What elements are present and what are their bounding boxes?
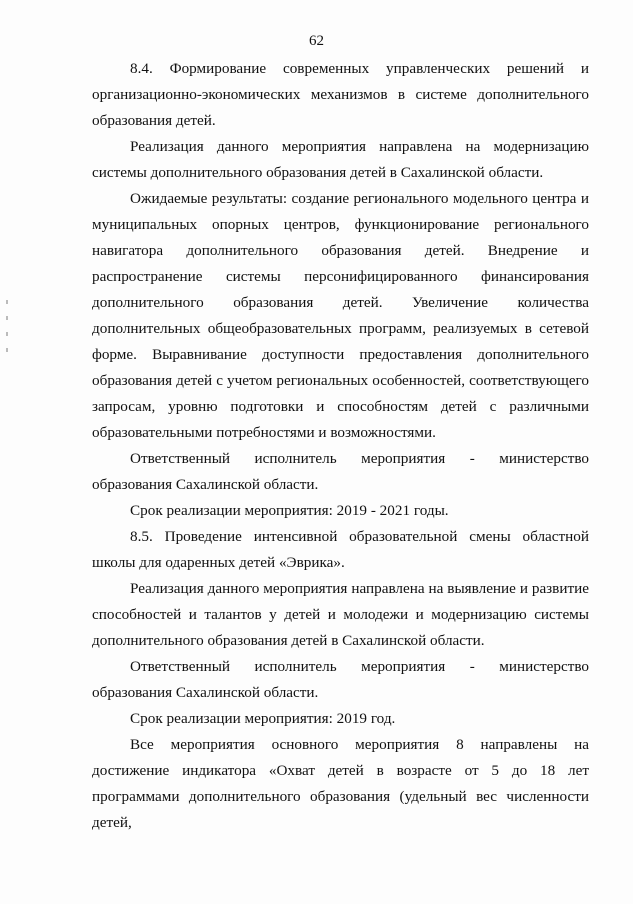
paragraph-deadline: Срок реализации мероприятия: 2019 год. bbox=[130, 710, 396, 727]
paragraph: Реализация данного мероприятия направлена на модернизацию системы дополнительного образования детей в Сахалинской области. bbox=[92, 138, 589, 181]
paragraph-responsible: Ответственный исполнитель мероприятия - министерство образования Сахалинской области. bbox=[92, 450, 589, 493]
paragraph-deadline: Срок реализации мероприятия: 2019 - 2021 годы. bbox=[130, 502, 449, 519]
scan-mark bbox=[6, 316, 8, 320]
paragraph-summary: Все мероприятия основного мероприятия 8 направлены на достижение индикатора «Охват детей в возрасте от 5 до 18 лет программами дополнительного образования (удельный вес численности детей, bbox=[92, 736, 589, 831]
scan-mark bbox=[6, 300, 8, 304]
paragraph-responsible: Ответственный исполнитель мероприятия - министерство образования Сахалинской области. bbox=[92, 658, 589, 701]
section-heading-8-5: 8.5. Проведение интенсивной образовательной смены областной школы для одаренных детей «Эврика». bbox=[92, 528, 589, 571]
paragraph: Реализация данного мероприятия направлена на выявление и развитие способностей и талантов у детей и молодежи и модернизацию системы дополнительного образования детей в Сахалинской области. bbox=[92, 580, 589, 649]
scan-margin-marks bbox=[6, 300, 10, 380]
paragraph-expected-results: Ожидаемые результаты: создание регионального модельного центра и муниципальных опорных центров, функционирование регионального навигатора дополнительного образования детей. Внедрение и распространение системы персонифицированного финансирования дополнительного образования детей. Увеличение количества дополнительных общеобразовательных программ, реализуемых в сетевой форме. Выравнивание доступности предоставления дополнительного образования детей с учетом региональных особенностей, соответствующего запросам, уровню подготовки и способностям детей с различными образовательными потребностями и возможностями. bbox=[92, 190, 589, 441]
section-heading-8-4: 8.4. Формирование современных управленческих решений и организационно-экономических механизмов в системе дополнительного образования детей. bbox=[92, 60, 589, 129]
scan-mark bbox=[6, 332, 8, 336]
page-number: 62 bbox=[309, 33, 324, 49]
document-body bbox=[92, 56, 589, 836]
scan-mark bbox=[6, 348, 8, 352]
